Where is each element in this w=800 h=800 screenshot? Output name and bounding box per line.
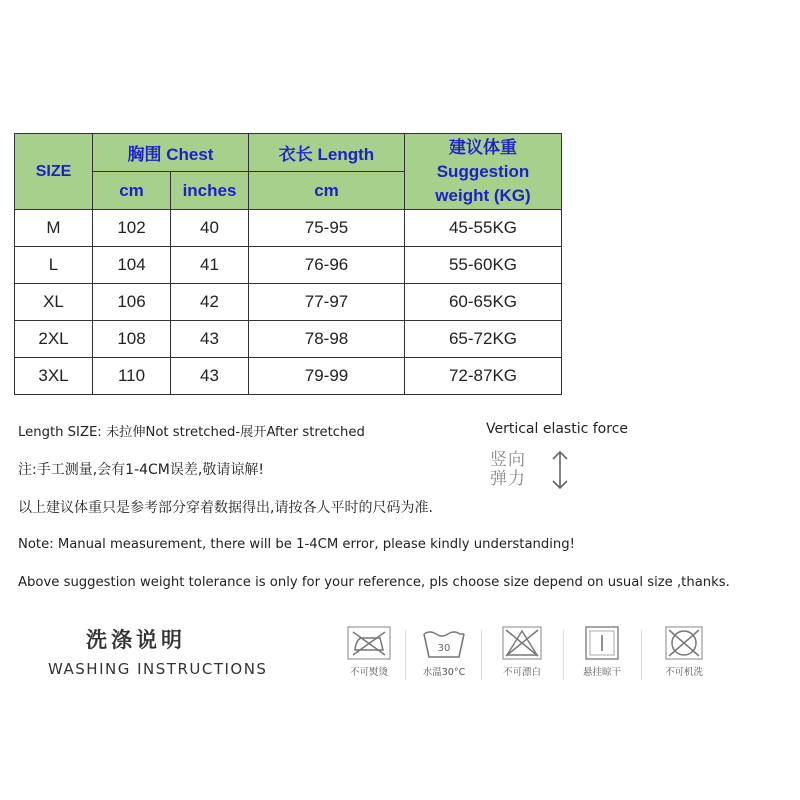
table-row xyxy=(15,321,562,358)
cell-length: 76-96 xyxy=(249,247,405,284)
icon-divider xyxy=(641,630,642,680)
icon-divider xyxy=(563,630,564,680)
cell-size: 2XL xyxy=(15,321,93,358)
cell-weight: 65-72KG xyxy=(405,321,562,358)
measure-note-en: Note: Manual measurement, there will be 1-4CM error, please kindly understanding! xyxy=(18,537,575,552)
size-chart-table xyxy=(14,133,562,395)
header-chest-cm: cm xyxy=(93,172,171,210)
wash-30-caption: 水温30°C xyxy=(422,667,466,678)
header-length-cm: cm xyxy=(249,172,405,210)
cell-weight: 60-65KG xyxy=(405,284,562,321)
cell-chest-inches: 40 xyxy=(171,210,249,247)
cell-chest-inches: 41 xyxy=(171,247,249,284)
header-weight-cn: 建议体重 xyxy=(449,137,517,157)
no-bleach-icon xyxy=(500,626,544,660)
vertical-arrow-icon xyxy=(548,449,572,491)
hang-dry-caption: 悬挂晾干 xyxy=(582,667,621,678)
no-iron-icon xyxy=(347,626,391,660)
cell-size: M xyxy=(15,210,93,247)
wash-item-no-bleach xyxy=(487,626,557,678)
cell-size: L xyxy=(15,247,93,284)
header-chest: 胸围 Chest xyxy=(93,134,249,172)
cell-chest-cm: 106 xyxy=(93,284,171,321)
cell-size: XL xyxy=(15,284,93,321)
wash-item-no-iron xyxy=(334,626,404,678)
icon-divider xyxy=(481,630,482,680)
wash-item-30 xyxy=(409,626,479,678)
cell-chest-inches: 42 xyxy=(171,284,249,321)
header-size: SIZE xyxy=(15,134,93,210)
elastic-label: Vertical elastic force xyxy=(486,421,629,437)
cell-chest-inches: 43 xyxy=(171,321,249,358)
no-machine-wash-icon xyxy=(662,626,706,660)
cell-chest-cm: 102 xyxy=(93,210,171,247)
wash-item-hang-dry xyxy=(567,626,637,678)
cell-weight: 55-60KG xyxy=(405,247,562,284)
cell-chest-cm: 108 xyxy=(93,321,171,358)
header-weight-en1: Suggestion xyxy=(436,161,530,181)
wash-temp-text: 30 xyxy=(437,643,451,654)
cell-chest-inches: 43 xyxy=(171,358,249,395)
cell-chest-cm: 110 xyxy=(93,358,171,395)
cell-size: 3XL xyxy=(15,358,93,395)
wash-30-icon xyxy=(421,626,467,660)
icon-divider xyxy=(405,630,406,680)
header-chest-inches: inches xyxy=(171,172,249,210)
no-iron-caption: 不可熨烫 xyxy=(349,667,388,678)
table-row xyxy=(15,284,562,321)
elastic-cn-label: 竖向弹力 xyxy=(490,450,526,489)
cell-length: 78-98 xyxy=(249,321,405,358)
table-row xyxy=(15,247,562,284)
measure-note-cn: 注:手工测量,会有1-4CM误差,敬请谅解! xyxy=(18,462,264,478)
wash-item-no-machine xyxy=(649,626,719,678)
cell-weight: 45-55KG xyxy=(405,210,562,247)
cell-chest-cm: 104 xyxy=(93,247,171,284)
header-length: 衣长 Length xyxy=(249,134,405,172)
weight-note-en: Above suggestion weight tolerance is only for your reference, pls choose size depend on usual size ,thanks. xyxy=(18,575,730,590)
table-row xyxy=(15,358,562,395)
washing-title-cn: 洗涤说明 xyxy=(86,628,186,652)
length-size-note: Length SIZE: 未拉伸Not stretched-展开After stretched xyxy=(18,425,365,440)
table-row xyxy=(15,210,562,247)
cell-length: 75-95 xyxy=(249,210,405,247)
cell-length: 79-99 xyxy=(249,358,405,395)
header-weight-en2: weight (KG) xyxy=(435,185,531,205)
weight-note-cn: 以上建议体重只是参考部分穿着数据得出,请按各人平时的尺码为准. xyxy=(18,500,433,516)
washing-title-en: WASHING INSTRUCTIONS xyxy=(48,660,268,678)
header-weight xyxy=(405,134,562,210)
no-bleach-caption: 不可漂白 xyxy=(502,667,541,678)
no-machine-wash-caption: 不可机洗 xyxy=(664,667,703,678)
cell-weight: 72-87KG xyxy=(405,358,562,395)
hang-dry-icon xyxy=(580,626,624,660)
cell-length: 77-97 xyxy=(249,284,405,321)
